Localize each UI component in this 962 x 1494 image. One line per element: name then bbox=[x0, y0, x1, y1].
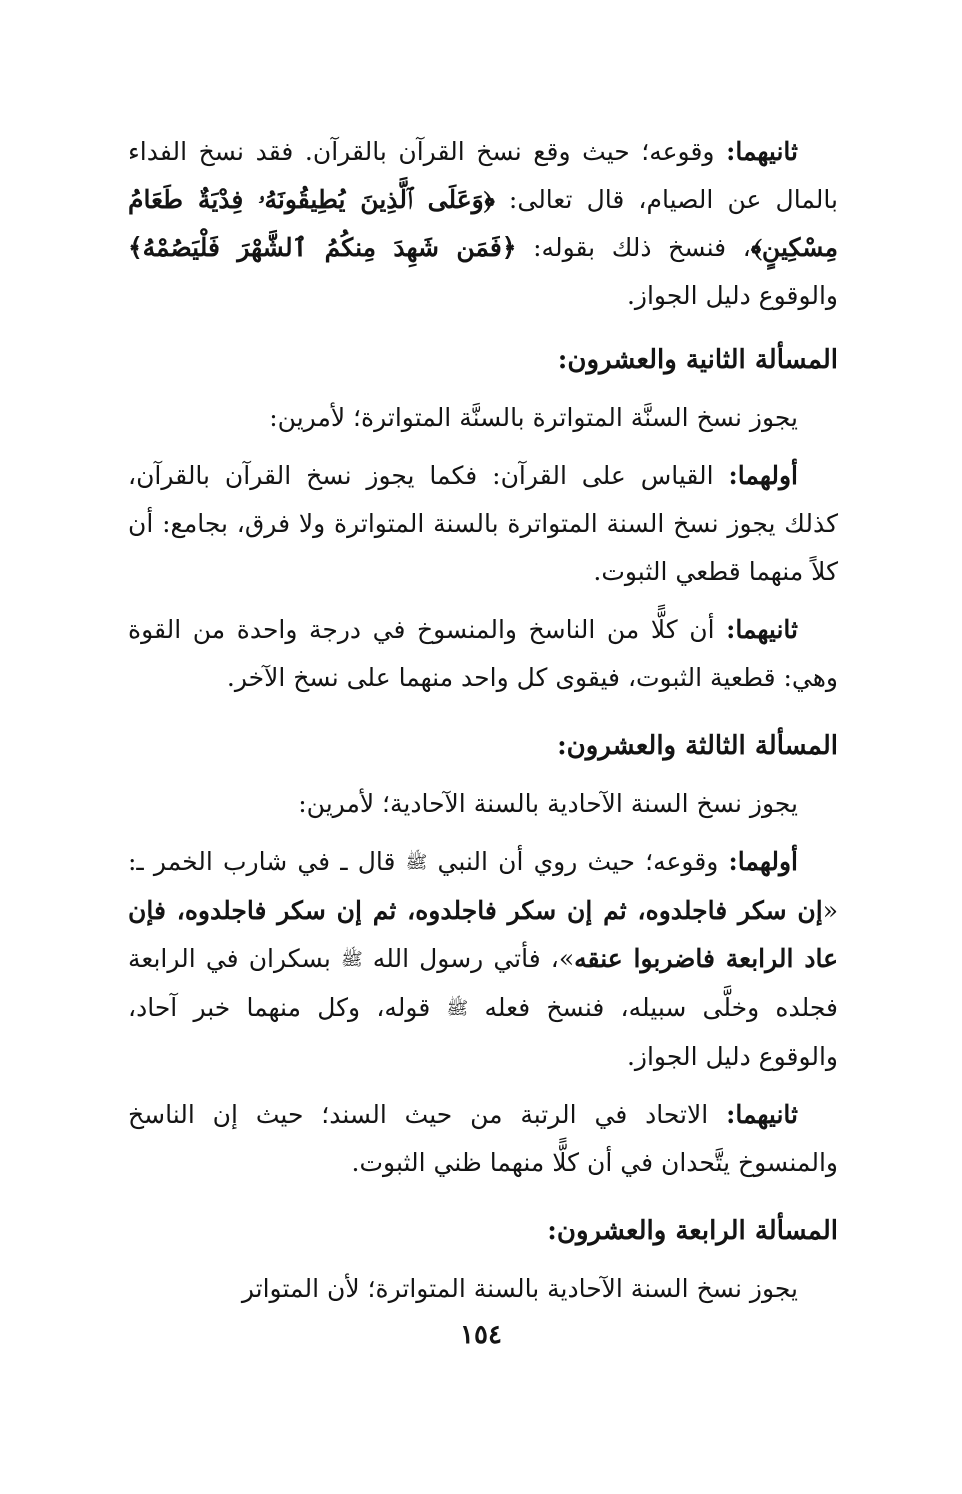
intro-paragraph bbox=[128, 128, 838, 320]
paragraph-text: بسكران في الرابعة فجلده وخلَّى سبيله، فنسخ فعله bbox=[128, 944, 839, 1022]
section-heading-24: المسألة الرابعة والعشرون: bbox=[547, 1216, 838, 1246]
section-statement: يجوز نسخ السنة الآحادية بالسنة المتواترة؛ لأن المتواتر bbox=[241, 1274, 798, 1303]
paragraph-lead: ثانيهما: bbox=[726, 137, 798, 166]
paragraph-text: »، فأتي رسول الله bbox=[362, 944, 575, 973]
section-statement: يجوز نسخ السنة الآحادية بالسنة الآحادية؛ لأمرين: bbox=[298, 789, 798, 818]
paragraph-text: ، فنسخ ذلك بقوله: bbox=[516, 233, 751, 262]
quran-verse: ﴿فَمَن شَهِدَ مِنكُمُ ٱلشَّهْرَ فَلْيَصُمْهُ﴾ bbox=[128, 233, 517, 262]
paragraph-text: وقوعه؛ حيث روي أن النبي bbox=[427, 847, 729, 876]
paragraph-text: أن كلًّا من الناسخ والمنسوخ في درجة واحدة من القوة وهي: قطعية الثبوت، فيقوى كل واحد منهما على نسخ الآخر. bbox=[128, 615, 838, 692]
paragraph-text: الاتحاد في الرتبة من حيث السند؛ حيث إن الناسخ والمنسوخ يتَّحدان في أن كلًّا منهما ظني الثبوت. bbox=[128, 1100, 838, 1177]
salawat-symbol: ﷺ bbox=[405, 852, 428, 873]
second-reason-paragraph bbox=[128, 606, 838, 702]
page-body bbox=[128, 128, 838, 1323]
first-reason-paragraph bbox=[128, 452, 838, 596]
quran-verse: ﴿وَعَلَى ٱلَّذِينَ يُطِيقُونَهُۥ فِدْيَةٌ طَعَامُ مِسْكِينٍ﴾ bbox=[128, 185, 838, 262]
paragraph-lead: ثانيهما: bbox=[726, 615, 798, 644]
paragraph-lead: ثانيهما: bbox=[726, 1100, 798, 1129]
section-heading-22: المسألة الثانية والعشرون: bbox=[557, 345, 838, 375]
paragraph-text: قوله، وكل منهما خبر آحاد، والوقوع دليل الجواز. bbox=[128, 993, 838, 1071]
paragraph-text: وقوعه؛ حيث وقع نسخ القرآن بالقرآن. فقد نسخ الفداء بالمال عن الصيام، قال تعالى: bbox=[128, 137, 838, 214]
hadith-quote: إن سكر فاجلدوه، ثم إن سكر فاجلدوه، ثم إن سكر فاجلدوه، فإن عاد الرابعة فاضربوا عنقه bbox=[128, 896, 838, 973]
salawat-symbol: ﷺ bbox=[340, 949, 363, 970]
paragraph-text: قال ـ في شارب الخمر ـ: « bbox=[128, 847, 838, 925]
second-reason-paragraph bbox=[128, 1091, 838, 1187]
first-reason-paragraph bbox=[128, 838, 838, 1081]
paragraph-text: والوقوع دليل الجواز. bbox=[626, 281, 838, 310]
paragraph-lead: أولهما: bbox=[728, 847, 798, 876]
section-heading-23: المسألة الثالثة والعشرون: bbox=[557, 731, 838, 761]
section-statement: يجوز نسخ السنَّة المتواترة بالسنَّة المتواترة؛ لأمرين: bbox=[269, 403, 798, 432]
page-number: ١٥٤ bbox=[460, 1320, 502, 1350]
paragraph-text: القياس على القرآن: فكما يجوز نسخ القرآن بالقرآن، كذلك يجوز نسخ السنة المتواترة بالسنة المتواترة ولا فرق، بجامع: أن كلاً منهما قطعي الثبوت. bbox=[128, 461, 838, 586]
paragraph-lead: أولهما: bbox=[728, 461, 798, 490]
salawat-symbol: ﷺ bbox=[446, 998, 469, 1019]
